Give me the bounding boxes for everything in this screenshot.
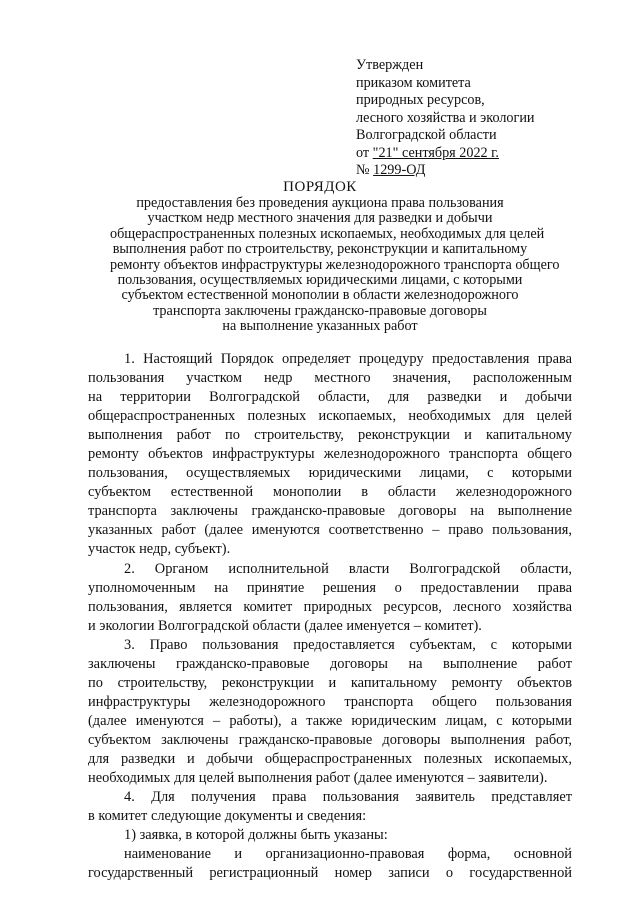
subitem-1-detail-line: государственный регистрационный номер записи о государственной: [88, 865, 572, 882]
approval-number-line: [356, 162, 616, 180]
document-title: ПОРЯДОК: [283, 179, 357, 195]
approval-line: природных ресурсов,: [356, 92, 485, 108]
paragraph-2-line: и экологии Волгоградской области (далее именуется – комитет).: [88, 617, 482, 634]
paragraph-1-line: на территории Волгоградской области, для разведки и добычи: [88, 389, 572, 406]
subtitle-line: субъектом естественной монополии в области железнодорожного: [121, 287, 519, 304]
paragraph-1-line: субъектом естественной монополии в области железнодорожного: [88, 484, 572, 501]
paragraph-3-line: 3. Право пользования предоставляется субъектам, с которыми: [124, 636, 572, 653]
subtitle-line: предоставления без проведения аукциона права пользования: [136, 195, 504, 211]
subtitle-line: транспорта заключены гражданско-правовые договоры: [153, 302, 487, 319]
subtitle-line: общераспространенных полезных ископаемых, необходимых для целей: [110, 225, 545, 242]
paragraph-1-line: пользования, осуществляемых юридическими лицами, с которыми: [88, 465, 572, 482]
paragraph-1-line: ремонту объектов инфраструктуры железнодорожного транспорта общего: [88, 446, 572, 463]
approval-number-prefix: №: [356, 162, 374, 178]
paragraph-3-line: по строительству, реконструкции и капитальному ремонту объектов: [88, 674, 572, 691]
paragraph-1-line: участок недр, субъект).: [88, 541, 231, 558]
paragraph-1-line: общераспространенных полезных ископаемых, необходимых для целей: [88, 408, 572, 425]
paragraph-3-line: для разведки и добычи общераспространенных полезных ископаемых,: [88, 750, 572, 767]
paragraph-3-line: субъектом заключены гражданско-правовые договоры выполнения работ,: [88, 731, 572, 748]
approval-line: приказом комитета: [356, 74, 471, 91]
paragraph-1-line: транспорта заключены гражданско-правовые договоры на выполнение: [88, 503, 572, 520]
paragraph-2-line: 2. Органом исполнительной власти Волгоградской области,: [124, 560, 572, 577]
subtitle-line: на выполнение указанных работ: [222, 318, 418, 335]
paragraph-1-line: выполнения работ по строительству, реконструкции и капитальному: [88, 427, 572, 444]
paragraph-1-line: 1. Настоящий Порядок определяет процедуру предоставления права: [124, 351, 572, 367]
paragraph-3-line: заключены гражданско-правовые договоры на выполнение работ: [88, 655, 572, 672]
approval-block: [356, 57, 616, 180]
subitem-1-detail-line: наименование и организационно-правовая форма, основной: [124, 846, 572, 863]
approval-date-value: "21" сентября 2022 г.: [372, 144, 499, 161]
paragraph-4-line: в комитет следующие документы и сведения:: [88, 808, 367, 825]
approval-line: лесного хозяйства и экологии: [356, 109, 535, 126]
approval-line: Волгоградской области: [356, 127, 497, 143]
subtitle-line: пользования, осуществляемых юридическими лицами, с которыми: [117, 272, 523, 289]
subtitle-line: участком недр местного значения для разведки и добычи: [147, 210, 493, 227]
document-subtitle: [110, 195, 560, 335]
paragraph-3-line: необходимых для целей выполнения работ (далее именуются – заявители).: [88, 770, 548, 787]
approval-line: Утвержден: [356, 57, 424, 73]
paragraph-2-line: пользования, является комитет природных ресурсов, лесного хозяйства: [88, 598, 572, 615]
subtitle-line: ремонту объектов инфраструктуры железнодорожного транспорта общего: [110, 256, 560, 273]
paragraph-3-line: (далее именуются – работы), а также юридическим лицам, с которыми: [88, 712, 572, 729]
approval-number-value: 1299-ОД: [373, 162, 426, 178]
subitem-1-line: 1) заявка, в которой должны быть указаны:: [124, 827, 388, 844]
paragraph-1-line: пользования участком недр местного значения, расположенным: [88, 370, 572, 387]
approval-date-prefix: от: [356, 144, 373, 161]
paragraph-4-line: 4. Для получения права пользования заявитель представляет: [124, 789, 572, 806]
paragraph-2-line: уполномоченным на принятие решения о предоставлении права: [88, 579, 572, 596]
subtitle-line: выполнения работ по строительству, реконструкции и капитальному: [112, 241, 528, 258]
document-body: [88, 350, 572, 883]
approval-date-line: [356, 145, 616, 163]
paragraph-3-line: инфраструктуры железнодорожного транспорта общего пользования: [88, 693, 572, 710]
paragraph-1-line: указанных работ (далее именуются соответственно – право пользования,: [88, 522, 572, 539]
